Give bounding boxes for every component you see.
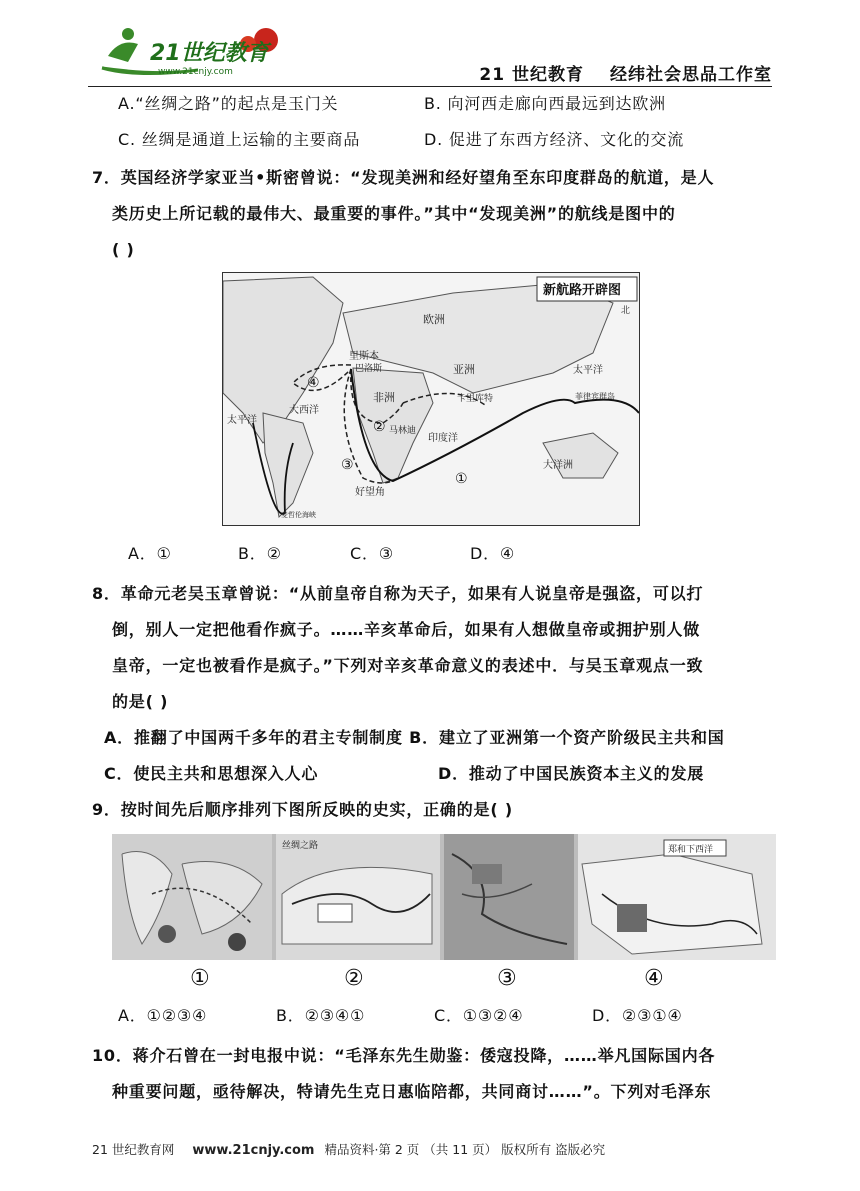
q8-option-ab: A．推翻了中国两千多年的君主专制制度 B．建立了亚洲第一个资产阶级民主共和国 (104, 728, 725, 747)
q9-text-line1: 9．按时间先后顺序排列下图所反映的史实，正确的是( ) (92, 800, 513, 819)
q9-label-2: ② (344, 966, 364, 991)
q9-option-a: A．①②③④ (118, 1006, 208, 1025)
q9-panel-3 (444, 834, 574, 960)
q9-label-3: ③ (497, 966, 517, 991)
map-label-calicut: 卡里库特 (457, 394, 494, 404)
map-title: 新航路开辟图 (543, 283, 622, 298)
map-label-pacific-west: 太平洋 (227, 415, 257, 426)
q9-panel-2 (276, 834, 440, 960)
q8-option-c: C．使民主共和思想深入人心 (104, 764, 319, 783)
map-label-indian-ocean: 印度洋 (428, 433, 458, 444)
header-studio: 经纬社会思品工作室 (610, 65, 772, 85)
q8-text-line2: 倒，别人一定把他看作疯子。……辛亥革命后，如果有人想做皇帝或拥护别人做 (112, 620, 701, 639)
footer-note: 精品资料·第 2 页 （共 11 页） 版权所有 盗版必究 (324, 1142, 606, 1157)
map-label-north: 北 (621, 306, 631, 316)
q7-text-line3: ( ) (112, 240, 135, 259)
map-label-philippines: 菲律宾群岛 (575, 392, 615, 401)
site-logo (98, 18, 288, 80)
q8-option-d: D．推动了中国民族资本主义的发展 (438, 764, 705, 783)
route-marker-3: ③ (341, 457, 354, 473)
map-label-africa: 非洲 (373, 391, 395, 404)
header-divider (88, 86, 772, 87)
logo-url: www.21cnjy.com (158, 67, 233, 77)
q6-option-a: A.“丝绸之路”的起点是玉门关 (118, 94, 339, 113)
q10-text-line2: 种重要问题，亟待解决，特请先生克日惠临陪都，共同商讨……”。下列对毛泽东 (112, 1082, 712, 1101)
q7-option-b: B．② (238, 544, 282, 563)
q8-text-line1: 8．革命元老吴玉章曾说：“从前皇帝自称为天子，如果有人说皇帝是强盗，可以打 (92, 584, 704, 603)
map-label-goodhope: 好望角 (355, 487, 385, 498)
map-label-malindi: 马林迪 (389, 426, 417, 436)
map-label-asia: 亚洲 (453, 363, 475, 376)
q7-text-line1: 7．英国经济学家亚当•斯密曾说：“发现美洲和经好望角至东印度群岛的航道，是人 (92, 168, 715, 187)
q6-option-b: B. 向河西走廊向西最远到达欧洲 (424, 94, 666, 113)
q9-option-d: D．②③①④ (592, 1006, 683, 1025)
q7-option-a: A．① (128, 544, 172, 563)
map-label-lisbon: 里斯本 (349, 351, 379, 362)
panel4-title: 郑和下西洋 (668, 845, 714, 855)
page-footer (92, 1140, 613, 1158)
q7-option-c: C．③ (350, 544, 394, 563)
header-org: 21 世纪教育 (479, 65, 584, 85)
q6-option-d: D. 促进了东西方经济、文化的交流 (424, 130, 685, 149)
map-label-atlantic: 大西洋 (289, 405, 319, 416)
map-label-palos: 巴洛斯 (355, 364, 383, 374)
q6-option-c: C. 丝绸是通道上运输的主要商品 (118, 130, 361, 149)
q9-option-c: C．①③②④ (434, 1006, 524, 1025)
q9-panel-1 (112, 834, 272, 960)
q8-text-line3: 皇帝，一定也被看作是疯子。”下列对辛亥革命意义的表述中．与吴玉章观点一致 (112, 656, 704, 675)
q7-option-d: D．④ (470, 544, 516, 563)
route-marker-4: ④ (307, 375, 320, 391)
new-route-map (222, 272, 640, 526)
q9-label-1: ① (190, 966, 210, 991)
q10-text-line1: 10．蒋介石曾在一封电报中说：“毛泽东先生勋鉴：倭寇投降，……举凡国际国内各 (92, 1046, 716, 1065)
footer-site: 21 世纪教育网 (92, 1142, 175, 1157)
q8-text-line4: 的是( ) (112, 692, 169, 711)
footer-url[interactable]: www.21cnjy.com (192, 1143, 315, 1158)
page-header (453, 60, 772, 85)
map-label-europe: 欧洲 (423, 313, 445, 326)
map-label-oceania: 大洋洲 (543, 460, 573, 471)
map-label-pacific-east: 太平洋 (573, 365, 603, 376)
q9-option-b: B．②③④① (276, 1006, 366, 1025)
q9-label-4: ④ (644, 966, 664, 991)
panel2-title: 丝绸之路 (282, 841, 319, 851)
q7-text-line2: 类历史上所记载的最伟大、最重要的事件。”其中“发现美洲”的航线是图中的 (112, 204, 676, 223)
route-marker-1: ① (455, 471, 468, 487)
q9-image-strip (112, 834, 776, 960)
map-label-magellan: 麦哲伦海峡 (281, 511, 316, 519)
q9-panel-4 (578, 834, 776, 960)
logo-text: 21世纪教育 (150, 41, 269, 66)
route-marker-2: ② (373, 419, 386, 435)
